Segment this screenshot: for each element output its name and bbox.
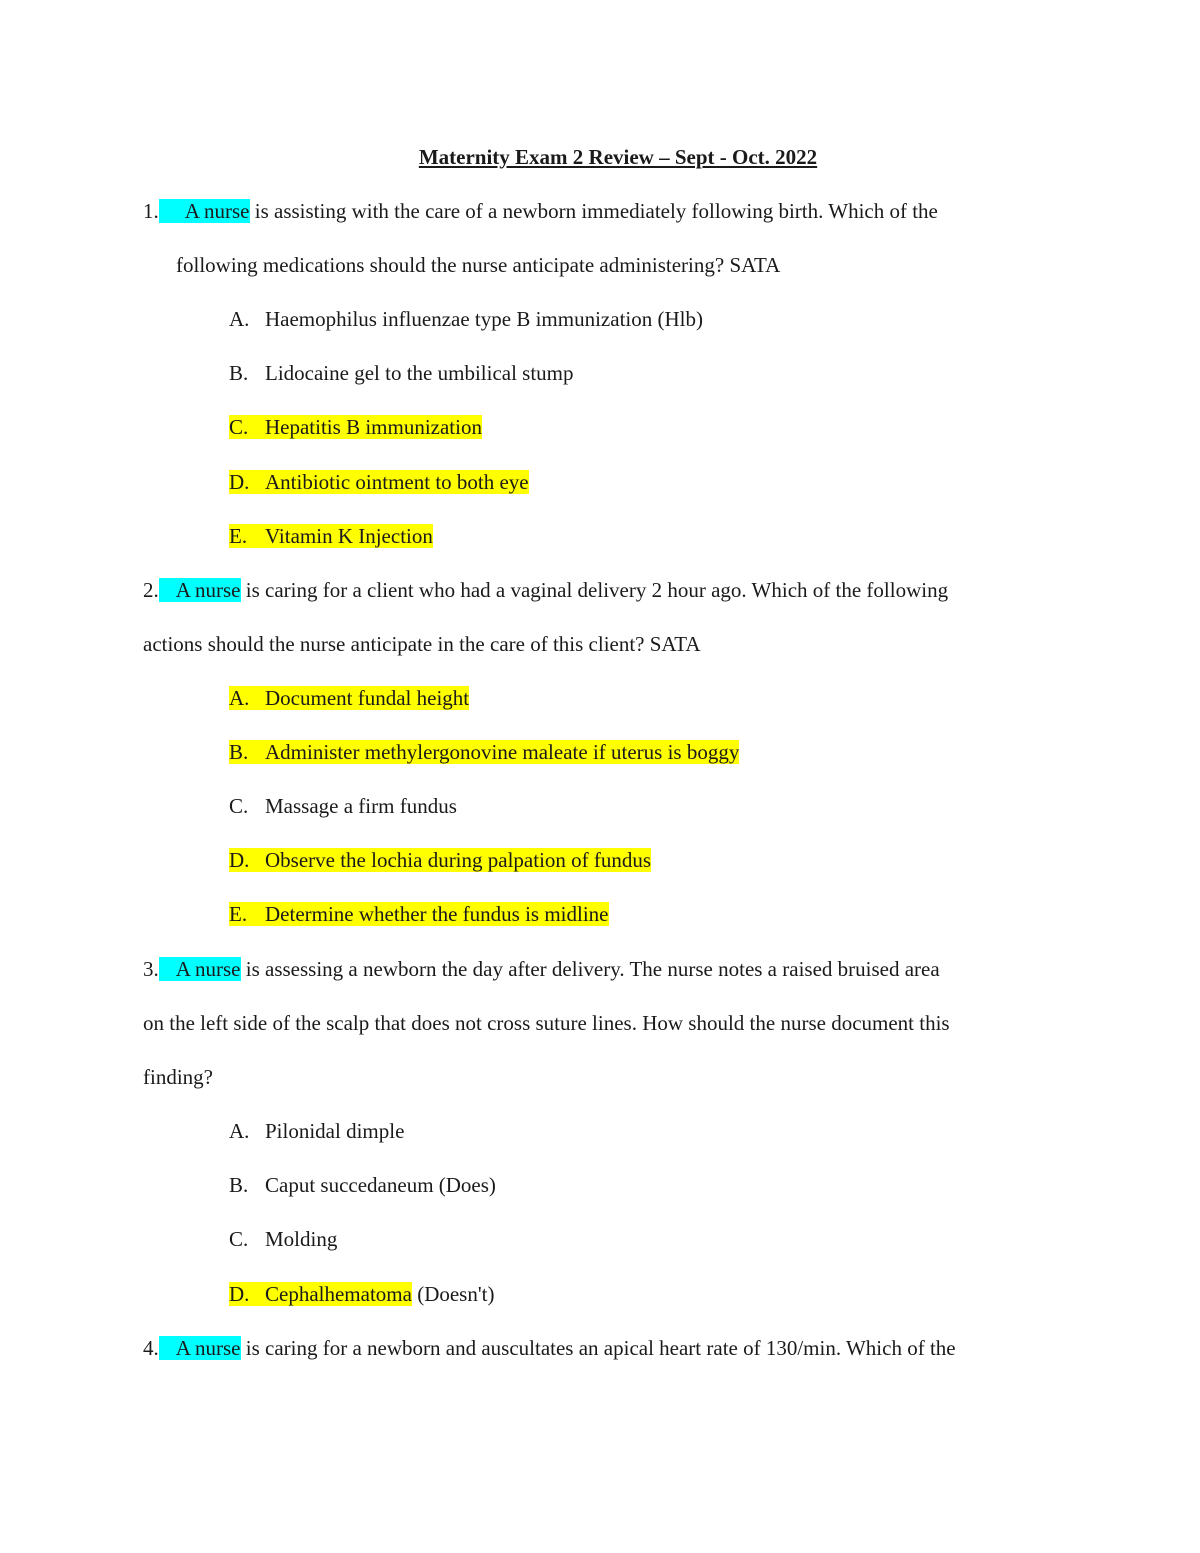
correct-answer-highlight bbox=[229, 740, 739, 764]
option-text: Cephalhematoma bbox=[265, 1282, 412, 1306]
option-text: Massage a firm fundus bbox=[265, 794, 457, 818]
option-text: Observe the lochia during palpation of fundus bbox=[265, 848, 652, 872]
option-letter: C. bbox=[229, 1227, 249, 1251]
question-2-option-d bbox=[229, 846, 651, 874]
question-number: 4. bbox=[143, 1336, 159, 1360]
option-text: Determine whether the fundus is midline bbox=[265, 902, 609, 926]
correct-answer-highlight bbox=[229, 848, 651, 872]
question-3-line-2: on the left side of the scalp that does not cross suture lines. How should the nurse document this bbox=[143, 1011, 950, 1035]
option-letter: A. bbox=[229, 307, 250, 331]
option-text: Caput succedaneum (Does) bbox=[265, 1173, 496, 1197]
question-text: is assisting with the care of a newborn immediately following birth. Which of the bbox=[249, 199, 938, 223]
option-text: Haemophilus influenzae type B immunization (Hlb) bbox=[265, 307, 703, 331]
question-3-option-d bbox=[229, 1280, 494, 1308]
question-2-option-c bbox=[229, 792, 457, 820]
option-text: Antibiotic ointment to both eye bbox=[265, 470, 529, 494]
option-text: Vitamin K Injection bbox=[265, 524, 433, 548]
option-letter: D. bbox=[229, 848, 250, 872]
option-text: Document fundal height bbox=[265, 686, 470, 710]
option-text: Pilonidal dimple bbox=[265, 1119, 405, 1143]
question-number: 2. bbox=[143, 578, 159, 602]
question-3-option-a bbox=[229, 1117, 404, 1145]
question-3-option-b bbox=[229, 1171, 496, 1199]
question-1-line-1 bbox=[143, 197, 938, 225]
correct-answer-highlight bbox=[229, 415, 482, 439]
question-1-option-e bbox=[229, 522, 433, 550]
option-letter: C. bbox=[229, 415, 249, 439]
question-1-option-b bbox=[229, 359, 574, 387]
question-text: is caring for a newborn and auscultates an apical heart rate of 130/min. Which of the bbox=[240, 1336, 956, 1360]
question-3-line-1 bbox=[143, 955, 940, 983]
question-1-option-c bbox=[229, 413, 482, 441]
correct-answer-highlight bbox=[229, 470, 529, 494]
option-letter: C. bbox=[229, 794, 249, 818]
option-text: Hepatitis B immunization bbox=[265, 415, 482, 439]
option-letter: B. bbox=[229, 1173, 249, 1197]
question-subject-highlight: A nurse bbox=[159, 1336, 241, 1360]
question-number: 1. bbox=[143, 199, 159, 223]
option-text: Lidocaine gel to the umbilical stump bbox=[265, 361, 574, 385]
option-text: Molding bbox=[265, 1227, 338, 1251]
option-letter: E. bbox=[229, 524, 248, 548]
option-note: (Doesn't) bbox=[411, 1282, 495, 1306]
correct-answer-highlight bbox=[229, 524, 433, 548]
question-2-line-2: actions should the nurse anticipate in the care of this client? SATA bbox=[143, 632, 701, 656]
question-2-option-e bbox=[229, 900, 609, 928]
question-text: is caring for a client who had a vaginal delivery 2 hour ago. Which of the following bbox=[240, 578, 949, 602]
question-2-line-1 bbox=[143, 576, 948, 604]
option-letter: A. bbox=[229, 686, 250, 710]
question-2-option-b bbox=[229, 738, 739, 766]
document-title: Maternity Exam 2 Review – Sept - Oct. 2022 bbox=[418, 145, 818, 169]
option-letter: A. bbox=[229, 1119, 250, 1143]
question-text: is assessing a newborn the day after delivery. The nurse notes a raised bruised area bbox=[240, 957, 940, 981]
question-3-option-c bbox=[229, 1225, 337, 1253]
question-subject-highlight: A nurse bbox=[159, 957, 241, 981]
option-letter: B. bbox=[229, 740, 249, 764]
option-text: Administer methylergonovine maleate if uterus is boggy bbox=[265, 740, 740, 764]
question-subject-highlight: A nurse bbox=[159, 199, 250, 223]
question-subject-highlight: A nurse bbox=[159, 578, 241, 602]
correct-answer-highlight bbox=[229, 902, 609, 926]
question-3-line-3: finding? bbox=[143, 1065, 213, 1089]
option-letter: E. bbox=[229, 902, 248, 926]
question-1-option-d bbox=[229, 468, 529, 496]
question-4-line-1 bbox=[143, 1334, 956, 1362]
question-1-option-a bbox=[229, 305, 703, 333]
question-2-option-a bbox=[229, 684, 469, 712]
option-letter: D. bbox=[229, 1282, 250, 1306]
correct-answer-highlight bbox=[229, 686, 469, 710]
question-1-line-2: following medications should the nurse anticipate administering? SATA bbox=[176, 253, 781, 277]
option-letter: D. bbox=[229, 470, 250, 494]
correct-answer-highlight bbox=[229, 1282, 412, 1306]
question-number: 3. bbox=[143, 957, 159, 981]
option-letter: B. bbox=[229, 361, 249, 385]
